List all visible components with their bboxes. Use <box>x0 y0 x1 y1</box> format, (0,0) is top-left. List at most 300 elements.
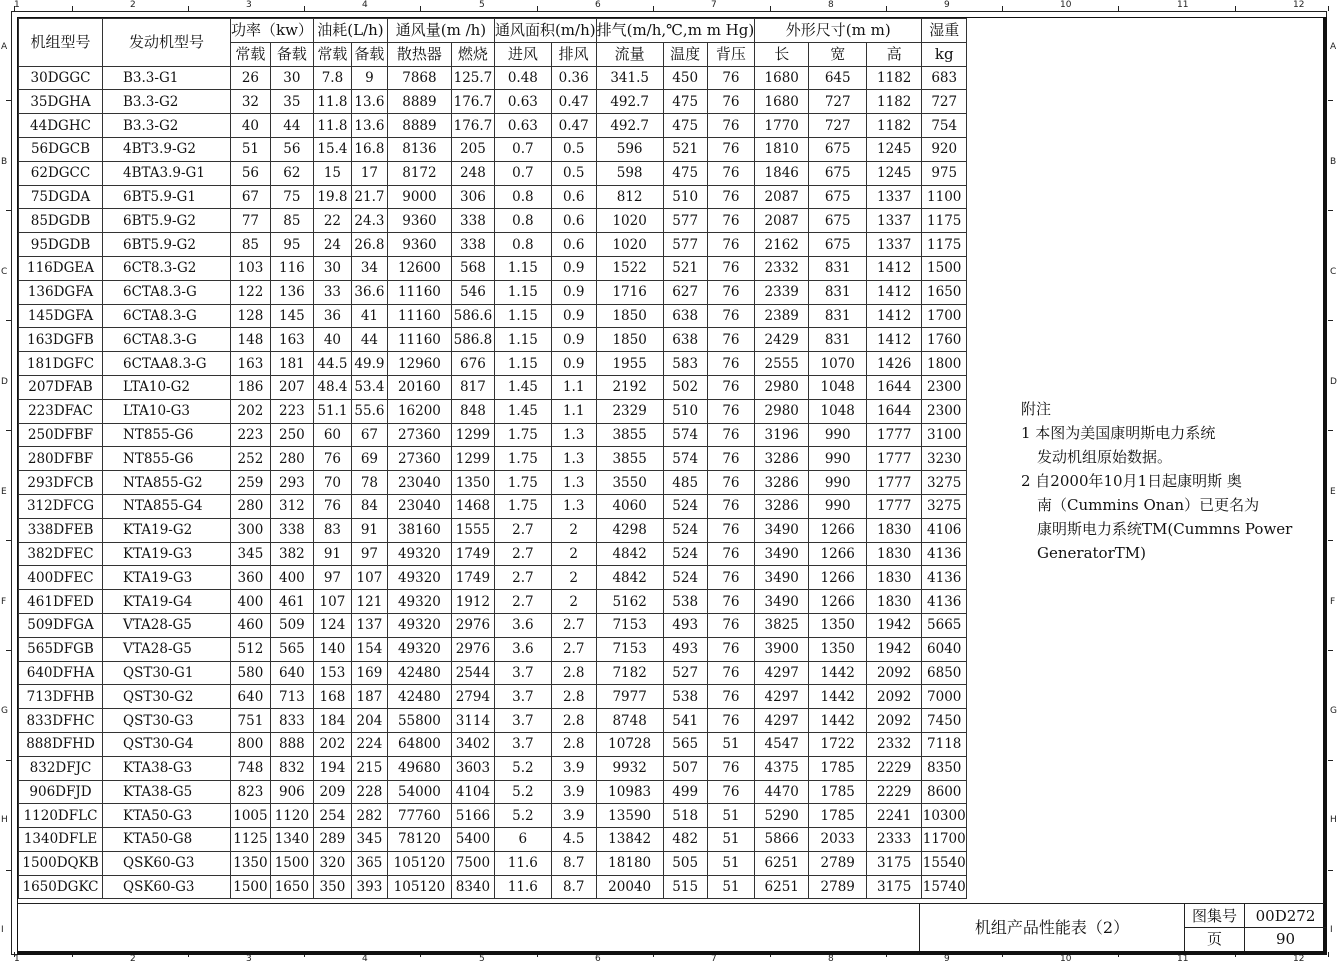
value-cell: 3.7 <box>494 709 551 733</box>
value-cell: 3490 <box>755 518 809 542</box>
ruler-label: D <box>1 377 8 387</box>
value-cell: 1850 <box>596 328 663 352</box>
value-cell: 51 <box>707 828 755 852</box>
value-cell: 128 <box>231 304 271 328</box>
value-cell: 2.7 <box>494 566 551 590</box>
value-cell: 107 <box>351 566 387 590</box>
value-cell: 524 <box>663 566 707 590</box>
model-cell: 44DGHC <box>19 114 103 138</box>
value-cell: 475 <box>663 114 707 138</box>
value-cell: 1020 <box>596 233 663 257</box>
value-cell: 215 <box>351 756 387 780</box>
value-cell: 19.8 <box>313 185 351 209</box>
value-cell: 54000 <box>387 780 451 804</box>
value-cell: 598 <box>596 161 663 185</box>
value-cell: 1182 <box>867 66 922 90</box>
value-cell: 817 <box>451 375 494 399</box>
value-cell: 1.3 <box>551 494 596 518</box>
value-cell: 95 <box>270 233 313 257</box>
value-cell: 812 <box>596 185 663 209</box>
value-cell: 97 <box>351 542 387 566</box>
value-cell: 1850 <box>596 304 663 328</box>
value-cell: 1785 <box>809 780 867 804</box>
value-cell: 11.6 <box>494 851 551 875</box>
engine-cell: 6BT5.9-G2 <box>103 209 231 233</box>
model-cell: 293DFCB <box>19 471 103 495</box>
ruler-label: H <box>1330 815 1337 825</box>
engine-cell: 4BT3.9-G2 <box>103 137 231 161</box>
model-cell: 400DFEC <box>19 566 103 590</box>
value-cell: 116 <box>270 256 313 280</box>
model-cell: 75DGDA <box>19 185 103 209</box>
model-cell: 95DGDB <box>19 233 103 257</box>
model-cell: 565DFGB <box>19 637 103 661</box>
value-cell: 1412 <box>867 280 922 304</box>
value-cell: 3114 <box>451 709 494 733</box>
engine-cell: VTA28-G5 <box>103 613 231 637</box>
value-cell: 1.45 <box>494 399 551 423</box>
value-cell: 282 <box>351 804 387 828</box>
value-cell: 76 <box>707 280 755 304</box>
value-cell: 184 <box>313 709 351 733</box>
value-cell: 76 <box>707 447 755 471</box>
ruler-label: 8 <box>828 954 834 964</box>
ruler-label: 1 <box>14 0 20 10</box>
value-cell: 1942 <box>867 637 922 661</box>
value-cell: 1555 <box>451 518 494 542</box>
value-cell: 640 <box>231 685 271 709</box>
subheader-cell: 流量 <box>596 42 663 66</box>
table-row <box>19 709 967 733</box>
value-cell: 675 <box>809 185 867 209</box>
value-cell: 2162 <box>755 233 809 257</box>
value-cell: 0.63 <box>494 114 551 138</box>
value-cell: 4842 <box>596 566 663 590</box>
value-cell: 831 <box>809 304 867 328</box>
value-cell: 5866 <box>755 828 809 852</box>
value-cell: 586.8 <box>451 328 494 352</box>
value-cell: 1777 <box>867 494 922 518</box>
value-cell: 0.6 <box>551 185 596 209</box>
value-cell: 1412 <box>867 304 922 328</box>
value-cell: 122 <box>231 280 271 304</box>
value-cell: 41 <box>351 304 387 328</box>
value-cell: 13.6 <box>351 114 387 138</box>
value-cell: 527 <box>663 661 707 685</box>
value-cell: 2.7 <box>551 613 596 637</box>
model-cell: 461DFED <box>19 590 103 614</box>
value-cell: 76 <box>707 471 755 495</box>
value-cell: 60 <box>313 423 351 447</box>
value-cell: 168 <box>313 685 351 709</box>
value-cell: 1412 <box>867 256 922 280</box>
value-cell: 76 <box>707 328 755 352</box>
value-cell: 9360 <box>387 233 451 257</box>
value-cell: 40 <box>313 328 351 352</box>
value-cell: 13.6 <box>351 90 387 114</box>
value-cell: 16.8 <box>351 137 387 161</box>
value-cell: 23040 <box>387 494 451 518</box>
value-cell: 1245 <box>867 137 922 161</box>
engine-cell: QST30-G4 <box>103 732 231 756</box>
ruler-label: G <box>1 706 8 716</box>
ruler-label: E <box>1 487 7 497</box>
value-cell: 0.9 <box>551 304 596 328</box>
value-cell: 205 <box>451 137 494 161</box>
value-cell: 77 <box>231 209 271 233</box>
value-cell: 5.2 <box>494 756 551 780</box>
value-cell: 2.8 <box>551 709 596 733</box>
value-cell: 1650 <box>270 875 313 899</box>
value-cell: 683 <box>922 66 967 90</box>
table-row <box>19 256 967 280</box>
table-row <box>19 756 967 780</box>
value-cell: 4104 <box>451 780 494 804</box>
value-cell: 1760 <box>922 328 967 352</box>
value-cell: 76 <box>707 685 755 709</box>
value-cell: 675 <box>809 137 867 161</box>
value-cell: 223 <box>231 423 271 447</box>
value-cell: 11.8 <box>313 114 351 138</box>
model-cell: 136DGFA <box>19 280 103 304</box>
value-cell: 751 <box>231 709 271 733</box>
value-cell: 254 <box>313 804 351 828</box>
value-cell: 76 <box>707 233 755 257</box>
model-cell: 640DFHA <box>19 661 103 685</box>
model-cell: 509DFGA <box>19 613 103 637</box>
value-cell: 990 <box>809 494 867 518</box>
value-cell: 15740 <box>922 875 967 899</box>
value-cell: 1412 <box>867 328 922 352</box>
value-cell: 70 <box>313 471 351 495</box>
model-cell: 181DGFC <box>19 352 103 376</box>
value-cell: 831 <box>809 256 867 280</box>
engine-cell: KTA19-G4 <box>103 590 231 614</box>
value-cell: 1266 <box>809 518 867 542</box>
value-cell: 6251 <box>755 875 809 899</box>
value-cell: 1.3 <box>551 447 596 471</box>
value-cell: 586.6 <box>451 304 494 328</box>
value-cell: 8136 <box>387 137 451 161</box>
value-cell: 510 <box>663 399 707 423</box>
model-cell: 833DFHC <box>19 709 103 733</box>
value-cell: 0.8 <box>494 185 551 209</box>
value-cell: 1644 <box>867 399 922 423</box>
value-cell: 507 <box>663 756 707 780</box>
value-cell: 848 <box>451 399 494 423</box>
engine-cell: NT855-G6 <box>103 447 231 471</box>
value-cell: 4060 <box>596 494 663 518</box>
value-cell: 8.7 <box>551 875 596 899</box>
header-vent-area: 通风面积(m/h) <box>494 19 596 43</box>
value-cell: 6040 <box>922 637 967 661</box>
value-cell: 400 <box>270 566 313 590</box>
ruler-label: 5 <box>479 954 485 964</box>
value-cell: 2.8 <box>551 732 596 756</box>
value-cell: 76 <box>707 423 755 447</box>
value-cell: 3286 <box>755 447 809 471</box>
subheader-cell: 备载 <box>351 42 387 66</box>
value-cell: 24 <box>313 233 351 257</box>
engine-cell: NT855-G6 <box>103 423 231 447</box>
value-cell: 42480 <box>387 661 451 685</box>
value-cell: 12600 <box>387 256 451 280</box>
value-cell: 565 <box>663 732 707 756</box>
value-cell: 85 <box>231 233 271 257</box>
value-cell: 580 <box>231 661 271 685</box>
value-cell: 2092 <box>867 709 922 733</box>
value-cell: 51 <box>707 851 755 875</box>
value-cell: 450 <box>663 66 707 90</box>
value-cell: 3.6 <box>494 613 551 637</box>
value-cell: 76 <box>707 494 755 518</box>
value-cell: 727 <box>809 114 867 138</box>
value-cell: 1468 <box>451 494 494 518</box>
value-cell: 2.8 <box>551 661 596 685</box>
value-cell: 202 <box>231 399 271 423</box>
value-cell: 194 <box>313 756 351 780</box>
value-cell: 1245 <box>867 161 922 185</box>
value-cell: 1070 <box>809 352 867 376</box>
table-row <box>19 542 967 566</box>
ruler-label: 9 <box>944 954 950 964</box>
value-cell: 7153 <box>596 613 663 637</box>
value-cell: 53.4 <box>351 375 387 399</box>
value-cell: 1266 <box>809 590 867 614</box>
value-cell: 4375 <box>755 756 809 780</box>
value-cell: 3175 <box>867 851 922 875</box>
value-cell: 2555 <box>755 352 809 376</box>
value-cell: 9 <box>351 66 387 90</box>
value-cell: 186 <box>231 375 271 399</box>
engine-cell: B3.3-G2 <box>103 90 231 114</box>
table-row <box>19 518 967 542</box>
value-cell: 7977 <box>596 685 663 709</box>
value-cell: 2429 <box>755 328 809 352</box>
model-cell: 30DGGC <box>19 66 103 90</box>
ruler-label: D <box>1330 377 1337 387</box>
value-cell: 492.7 <box>596 114 663 138</box>
value-cell: 44 <box>270 114 313 138</box>
value-cell: 163 <box>231 352 271 376</box>
value-cell: 76 <box>707 137 755 161</box>
value-cell: 4297 <box>755 685 809 709</box>
model-cell: 207DFAB <box>19 375 103 399</box>
value-cell: 76 <box>707 161 755 185</box>
value-cell: 518 <box>663 804 707 828</box>
subheader-cell: 宽 <box>809 42 867 66</box>
value-cell: 7118 <box>922 732 967 756</box>
value-cell: 140 <box>313 637 351 661</box>
value-cell: 1.15 <box>494 280 551 304</box>
engine-cell: B3.3-G2 <box>103 114 231 138</box>
value-cell: 1.45 <box>494 375 551 399</box>
value-cell: 2789 <box>809 851 867 875</box>
value-cell: 1266 <box>809 542 867 566</box>
value-cell: 1337 <box>867 233 922 257</box>
value-cell: 2.7 <box>494 542 551 566</box>
value-cell: 748 <box>231 756 271 780</box>
ruler-label: 2 <box>130 0 136 10</box>
value-cell: 1749 <box>451 542 494 566</box>
value-cell: 51.1 <box>313 399 351 423</box>
value-cell: 40 <box>231 114 271 138</box>
value-cell: 75 <box>270 185 313 209</box>
value-cell: 76 <box>707 66 755 90</box>
value-cell: 5.2 <box>494 780 551 804</box>
value-cell: 823 <box>231 780 271 804</box>
value-cell: 228 <box>351 780 387 804</box>
value-cell: 3.9 <box>551 756 596 780</box>
ruler-tick <box>1328 650 1333 651</box>
value-cell: 17 <box>351 161 387 185</box>
value-cell: 920 <box>922 137 967 161</box>
value-cell: 2241 <box>867 804 922 828</box>
value-cell: 577 <box>663 209 707 233</box>
value-cell: 27360 <box>387 447 451 471</box>
ruler-tick <box>1328 430 1333 431</box>
value-cell: 645 <box>809 66 867 90</box>
table-row <box>19 661 967 685</box>
value-cell: 990 <box>809 423 867 447</box>
subheader-cell: 散热器 <box>387 42 451 66</box>
value-cell: 2332 <box>867 732 922 756</box>
value-cell: 6251 <box>755 851 809 875</box>
value-cell: 3286 <box>755 471 809 495</box>
value-cell: 7153 <box>596 637 663 661</box>
value-cell: 18180 <box>596 851 663 875</box>
value-cell: 4136 <box>922 542 967 566</box>
header-weight: 湿重 <box>922 19 967 43</box>
notes-heading: 附注 <box>1021 400 1052 418</box>
subheader-cell: 长 <box>755 42 809 66</box>
value-cell: 906 <box>270 780 313 804</box>
value-cell: 7000 <box>922 685 967 709</box>
engine-cell: QST30-G2 <box>103 685 231 709</box>
table-row <box>19 137 967 161</box>
value-cell: 51 <box>707 875 755 899</box>
value-cell: 1830 <box>867 566 922 590</box>
model-cell: 382DFEC <box>19 542 103 566</box>
value-cell: 3490 <box>755 542 809 566</box>
model-cell: 35DGHA <box>19 90 103 114</box>
value-cell: 20160 <box>387 375 451 399</box>
value-cell: 187 <box>351 685 387 709</box>
value-cell: 350 <box>313 875 351 899</box>
atlas-number: 00D272 <box>1245 904 1326 928</box>
value-cell: 5290 <box>755 804 809 828</box>
value-cell: 91 <box>313 542 351 566</box>
value-cell: 21.7 <box>351 185 387 209</box>
engine-cell: LTA10-G3 <box>103 399 231 423</box>
header-dims: 外形尺寸(m m) <box>755 19 922 43</box>
value-cell: 1299 <box>451 447 494 471</box>
value-cell: 541 <box>663 709 707 733</box>
table-row <box>19 566 967 590</box>
ruler-tick <box>1328 760 1333 761</box>
table-row <box>19 828 967 852</box>
value-cell: 67 <box>231 185 271 209</box>
model-cell: 56DGCB <box>19 137 103 161</box>
ruler-label: 3 <box>246 954 252 964</box>
value-cell: 1777 <box>867 423 922 447</box>
value-cell: 382 <box>270 542 313 566</box>
value-cell: 8.7 <box>551 851 596 875</box>
value-cell: 76 <box>313 447 351 471</box>
note-2-cont: 康明斯电力系统TM(Cummns Power <box>1037 520 1293 538</box>
value-cell: 0.6 <box>551 233 596 257</box>
model-cell: 250DFBF <box>19 423 103 447</box>
value-cell: 1175 <box>922 233 967 257</box>
value-cell: 3.7 <box>494 732 551 756</box>
value-cell: 888 <box>270 732 313 756</box>
value-cell: 1955 <box>596 352 663 376</box>
value-cell: 1020 <box>596 209 663 233</box>
value-cell: 4298 <box>596 518 663 542</box>
value-cell: 4547 <box>755 732 809 756</box>
model-cell: 312DFCG <box>19 494 103 518</box>
value-cell: 105120 <box>387 875 451 899</box>
table-row <box>19 399 967 423</box>
engine-cell: NTA855-G2 <box>103 471 231 495</box>
value-cell: 2 <box>551 542 596 566</box>
ruler-label: 9 <box>944 0 950 10</box>
value-cell: 38160 <box>387 518 451 542</box>
value-cell: 2192 <box>596 375 663 399</box>
value-cell: 345 <box>351 828 387 852</box>
value-cell: 482 <box>663 828 707 852</box>
value-cell: 3196 <box>755 423 809 447</box>
value-cell: 49320 <box>387 542 451 566</box>
value-cell: 0.9 <box>551 352 596 376</box>
value-cell: 675 <box>809 161 867 185</box>
value-cell: 1942 <box>867 613 922 637</box>
model-cell: 163DGFB <box>19 328 103 352</box>
model-cell: 832DFJC <box>19 756 103 780</box>
value-cell: 20040 <box>596 875 663 899</box>
engine-cell: KTA38-G3 <box>103 756 231 780</box>
table-row <box>19 161 967 185</box>
value-cell: 300 <box>231 518 271 542</box>
value-cell: 30 <box>270 66 313 90</box>
value-cell: 499 <box>663 780 707 804</box>
value-cell: 3.9 <box>551 780 596 804</box>
value-cell: 5400 <box>451 828 494 852</box>
value-cell: 1005 <box>231 804 271 828</box>
value-cell: 638 <box>663 328 707 352</box>
value-cell: 30 <box>313 256 351 280</box>
subheader-cell: 燃烧 <box>451 42 494 66</box>
subheader-cell: 排风 <box>551 42 596 66</box>
value-cell: 2.8 <box>551 685 596 709</box>
value-cell: 3230 <box>922 447 967 471</box>
model-cell: 116DGEA <box>19 256 103 280</box>
table-row <box>19 90 967 114</box>
value-cell: 0.6 <box>551 209 596 233</box>
value-cell: 1.75 <box>494 447 551 471</box>
ruler-tick <box>1328 100 1333 101</box>
value-cell: 26 <box>231 66 271 90</box>
value-cell: 0.7 <box>494 161 551 185</box>
ruler-tick <box>1328 210 1333 211</box>
value-cell: 400 <box>231 590 271 614</box>
table-row <box>19 328 967 352</box>
note-2-cont: 南（Cummins Onan）已更名为 <box>1037 496 1260 514</box>
value-cell: 312 <box>270 494 313 518</box>
ruler-label: 11 <box>1177 0 1189 10</box>
value-cell: 627 <box>663 280 707 304</box>
value-cell: 49320 <box>387 590 451 614</box>
